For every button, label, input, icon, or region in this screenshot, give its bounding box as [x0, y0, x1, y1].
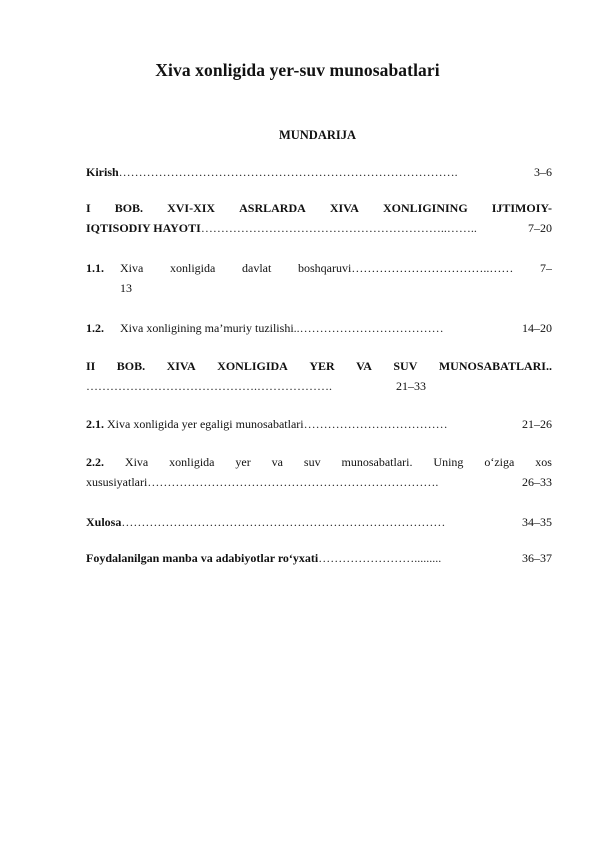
toc-leader-dots: ……………………………… [303, 417, 448, 431]
toc-word: YER [309, 359, 335, 373]
toc-word: boshqaruvi……………………………..…… [298, 261, 514, 275]
toc-page-range: 7–20 [528, 221, 552, 235]
toc-word: XVI-XIX [167, 201, 216, 215]
toc-word: yer [235, 455, 251, 469]
toc-page-range: 34–35 [522, 515, 552, 529]
toc-leader-dots: ..……………………………… [293, 321, 444, 335]
toc-section-number: 1.2. [86, 321, 104, 335]
toc-word: munosabatlari. [341, 455, 413, 469]
toc-word: XIVA [329, 201, 359, 215]
toc-label: xususiyatlari [86, 475, 148, 489]
toc-word: IJTIMOIY- [491, 201, 552, 215]
toc-word: I [86, 201, 91, 215]
toc-leader-dots: ……………………………………………………..…….. [200, 221, 477, 235]
toc-label: Xiva xonligida yer egaligi munosabatlari [107, 417, 304, 431]
toc-word: SUV [393, 359, 418, 373]
toc-section-1-1-line-1 [120, 258, 552, 278]
toc-word: XIVA [166, 359, 196, 373]
toc-entry-section-1-1[interactable] [86, 258, 552, 298]
toc-word: o‘ziga [484, 455, 515, 469]
toc-word: Xiva [120, 261, 144, 275]
document-title: Xiva xonligida yer-suv munosabatlari [155, 60, 440, 80]
toc-word: 7– [540, 261, 552, 275]
toc-word: ASRLARDA [239, 201, 306, 215]
toc-label: Xulosa [86, 515, 122, 529]
toc-word: xonligida [170, 261, 216, 275]
toc-page-range: 3–6 [534, 165, 552, 179]
toc-label: Xiva xonligining ma’muriy tuzilishi [120, 321, 294, 335]
toc-word: Xiva [124, 455, 149, 469]
toc-word: MUNOSABATLARI.. [438, 359, 552, 373]
toc-label: Kirish [86, 165, 119, 179]
toc-word: va [271, 455, 283, 469]
toc-label: Foydalanilgan manba va adabiyotlar ro‘yxati [86, 551, 319, 565]
toc-page-range: 36–37 [522, 551, 552, 565]
toc-word: Uning [433, 455, 464, 469]
toc-leader-dots: ……………………………………………………………………… [121, 515, 446, 529]
toc-word: BOB. [116, 359, 146, 373]
toc-word: II [86, 359, 96, 373]
toc-section-2-2-line-1 [86, 452, 552, 472]
toc-leader-dots: ……………………......... [318, 551, 442, 565]
toc-word: xos [535, 455, 552, 469]
toc-entry-chapter-1[interactable] [86, 198, 552, 238]
toc-page-range: 21–33 [396, 379, 426, 393]
toc-entry-chapter-2[interactable] [86, 356, 552, 396]
toc-chapter-2-line-1 [86, 356, 552, 376]
toc-section-number: 2.1. [86, 417, 104, 431]
toc-page-range: 13 [120, 281, 132, 295]
toc-entry-section-2-2[interactable] [86, 452, 552, 492]
toc-chapter-1-line-1 [86, 198, 552, 218]
toc-entry-conclusion[interactable] [86, 512, 552, 532]
toc-leader-dots: …………………………………………………………………………. [118, 165, 458, 179]
toc-word: XONLIGIDA [217, 359, 288, 373]
toc-entry-section-2-1[interactable] [86, 414, 552, 434]
toc-page-range: 14–20 [522, 321, 552, 335]
toc-page-range: 26–33 [522, 475, 552, 489]
toc-word: XONLIGINING [382, 201, 468, 215]
toc-word: davlat [242, 261, 272, 275]
toc-page-range: 21–26 [522, 417, 552, 431]
toc-entry-intro[interactable] [86, 162, 552, 182]
toc-section-number: 1.1. [86, 261, 104, 275]
toc-word: suv [303, 455, 321, 469]
toc-leader-dots: ………………………………………………………………. [147, 475, 439, 489]
toc-entry-sources[interactable] [86, 548, 552, 568]
toc-leader-dots: …………………………………….………………. [86, 379, 332, 393]
toc-label: IQTISODIY HAYOTI [86, 221, 201, 235]
toc-entry-section-1-2[interactable] [86, 318, 552, 338]
toc-word: BOB. [114, 201, 144, 215]
toc-section-number: 2.2. [86, 455, 104, 469]
toc-word: xonligida [169, 455, 215, 469]
toc-word: VA [356, 359, 372, 373]
toc-heading: MUNDARIJA [278, 128, 357, 142]
